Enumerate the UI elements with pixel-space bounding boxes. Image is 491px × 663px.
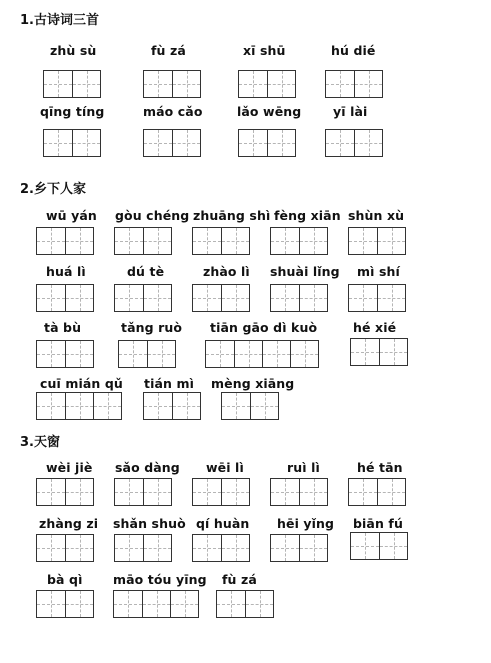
pinyin-label: tiān gāo dì kuò	[210, 320, 318, 335]
writing-cell[interactable]	[271, 535, 299, 561]
writing-grid[interactable]	[238, 129, 296, 157]
writing-cell[interactable]	[37, 285, 65, 311]
writing-grid[interactable]	[350, 338, 408, 366]
pinyin-label: wèi jiè	[46, 460, 93, 475]
writing-grid[interactable]	[36, 227, 94, 255]
writing-cell[interactable]	[262, 341, 290, 367]
writing-grid[interactable]	[143, 129, 201, 157]
writing-cell[interactable]	[349, 228, 377, 254]
writing-cell[interactable]	[72, 130, 100, 156]
writing-grid[interactable]	[270, 227, 328, 255]
writing-cell[interactable]	[222, 393, 250, 419]
writing-cell[interactable]	[379, 533, 407, 559]
writing-cell[interactable]	[377, 479, 405, 505]
writing-grid[interactable]	[192, 478, 250, 506]
writing-cell[interactable]	[193, 285, 221, 311]
writing-cell[interactable]	[37, 535, 65, 561]
writing-cell[interactable]	[144, 393, 172, 419]
writing-cell[interactable]	[65, 591, 93, 617]
pinyin-label: fù zá	[151, 43, 186, 58]
writing-cell[interactable]	[239, 71, 267, 97]
pinyin-label: qīng tíng	[40, 104, 105, 119]
writing-grid[interactable]	[270, 284, 328, 312]
writing-cell[interactable]	[221, 285, 249, 311]
writing-cell[interactable]	[351, 533, 379, 559]
writing-cell[interactable]	[115, 535, 143, 561]
writing-cell[interactable]	[351, 339, 379, 365]
writing-cell[interactable]	[193, 479, 221, 505]
writing-cell[interactable]	[115, 285, 143, 311]
writing-cell[interactable]	[377, 285, 405, 311]
pinyin-label: hé xié	[353, 320, 397, 335]
pinyin-label: zhù sù	[50, 43, 97, 58]
writing-cell[interactable]	[221, 479, 249, 505]
writing-grid[interactable]	[325, 70, 383, 98]
writing-cell[interactable]	[44, 130, 72, 156]
writing-cell[interactable]	[234, 341, 262, 367]
writing-cell[interactable]	[271, 479, 299, 505]
writing-grid[interactable]	[238, 70, 296, 98]
writing-grid[interactable]	[36, 340, 94, 368]
pinyin-label: mèng xiāng	[211, 376, 295, 391]
writing-cell[interactable]	[299, 535, 327, 561]
pinyin-label: ruì lì	[287, 460, 320, 475]
writing-grid[interactable]	[143, 392, 201, 420]
writing-cell[interactable]	[221, 228, 249, 254]
writing-cell[interactable]	[239, 130, 267, 156]
pinyin-label: fèng xiān	[274, 208, 341, 223]
pinyin-label: fù zá	[222, 572, 257, 587]
pinyin-label: tǎng ruò	[121, 320, 183, 335]
writing-cell[interactable]	[144, 71, 172, 97]
pinyin-label: mì shí	[357, 264, 400, 279]
writing-grid[interactable]	[348, 227, 406, 255]
writing-cell[interactable]	[245, 591, 273, 617]
writing-cell[interactable]	[115, 479, 143, 505]
writing-cell[interactable]	[271, 228, 299, 254]
writing-cell[interactable]	[377, 228, 405, 254]
writing-cell[interactable]	[172, 71, 200, 97]
writing-cell[interactable]	[349, 479, 377, 505]
writing-grid[interactable]	[216, 590, 274, 618]
pinyin-label: zhào lì	[203, 264, 250, 279]
writing-cell[interactable]	[119, 341, 147, 367]
pinyin-label: cuī mián qǔ	[40, 376, 123, 391]
writing-cell[interactable]	[72, 71, 100, 97]
writing-grid[interactable]	[43, 70, 101, 98]
writing-grid[interactable]	[43, 129, 101, 157]
writing-cell[interactable]	[37, 393, 65, 419]
writing-grid[interactable]	[36, 284, 94, 312]
writing-cell[interactable]	[65, 479, 93, 505]
writing-cell[interactable]	[114, 591, 142, 617]
writing-cell[interactable]	[170, 591, 198, 617]
writing-grid[interactable]	[143, 70, 201, 98]
writing-cell[interactable]	[37, 228, 65, 254]
writing-cell[interactable]	[290, 341, 318, 367]
writing-cell[interactable]	[65, 285, 93, 311]
writing-cell[interactable]	[65, 393, 93, 419]
writing-grid[interactable]	[36, 392, 122, 420]
writing-cell[interactable]	[193, 535, 221, 561]
writing-cell[interactable]	[326, 71, 354, 97]
writing-cell[interactable]	[267, 71, 295, 97]
writing-cell[interactable]	[267, 130, 295, 156]
pinyin-label: sǎo dàng	[115, 460, 180, 475]
writing-grid[interactable]	[325, 129, 383, 157]
writing-cell[interactable]	[143, 285, 171, 311]
pinyin-label: tián mì	[144, 376, 194, 391]
writing-grid[interactable]	[348, 284, 406, 312]
writing-cell[interactable]	[147, 341, 175, 367]
pinyin-label: wēi lì	[206, 460, 244, 475]
pinyin-label: zhàng zi	[39, 516, 99, 531]
writing-cell[interactable]	[354, 71, 382, 97]
pinyin-label: māo tóu yīng	[113, 572, 207, 587]
section-title-3: 3.天窗	[20, 435, 60, 450]
writing-cell[interactable]	[326, 130, 354, 156]
writing-grid[interactable]	[348, 478, 406, 506]
writing-cell[interactable]	[271, 285, 299, 311]
writing-cell[interactable]	[206, 341, 234, 367]
writing-grid[interactable]	[114, 284, 172, 312]
pinyin-label: shuài lǐng	[270, 264, 340, 279]
pinyin-label: bà qì	[47, 572, 83, 587]
writing-cell[interactable]	[172, 393, 200, 419]
pinyin-label: hēi yǐng	[277, 516, 335, 531]
pinyin-label: xī shū	[243, 43, 286, 58]
writing-grid[interactable]	[221, 392, 279, 420]
pinyin-label: dú tè	[127, 264, 165, 279]
writing-cell[interactable]	[115, 228, 143, 254]
writing-cell[interactable]	[142, 591, 170, 617]
writing-grid[interactable]	[192, 534, 250, 562]
pinyin-label: huá lì	[46, 264, 86, 279]
pinyin-label: zhuāng shì	[193, 208, 271, 223]
section-title-1: 1.古诗词三首	[20, 13, 99, 28]
writing-cell[interactable]	[143, 535, 171, 561]
writing-cell[interactable]	[354, 130, 382, 156]
writing-cell[interactable]	[44, 71, 72, 97]
writing-cell[interactable]	[37, 591, 65, 617]
writing-cell[interactable]	[143, 228, 171, 254]
pinyin-label: shùn xù	[348, 208, 405, 223]
writing-cell[interactable]	[37, 479, 65, 505]
writing-grid[interactable]	[36, 534, 94, 562]
writing-grid[interactable]	[114, 534, 172, 562]
writing-cell[interactable]	[65, 535, 93, 561]
writing-cell[interactable]	[93, 393, 121, 419]
pinyin-label: biān fú	[353, 516, 403, 531]
pinyin-label: shǎn shuò	[113, 516, 186, 531]
pinyin-label: máo cǎo	[143, 104, 203, 119]
writing-cell[interactable]	[144, 130, 172, 156]
writing-cell[interactable]	[299, 228, 327, 254]
pinyin-label: lǎo wēng	[237, 104, 302, 119]
writing-cell[interactable]	[221, 535, 249, 561]
writing-cell[interactable]	[299, 285, 327, 311]
pinyin-label: tà bù	[44, 320, 82, 335]
pinyin-label: qí huàn	[196, 516, 250, 531]
pinyin-label: hú dié	[331, 43, 376, 58]
writing-grid[interactable]	[114, 478, 172, 506]
writing-cell[interactable]	[143, 479, 171, 505]
pinyin-label: hé tān	[357, 460, 403, 475]
writing-cell[interactable]	[349, 285, 377, 311]
writing-grid[interactable]	[114, 227, 172, 255]
writing-grid[interactable]	[113, 590, 199, 618]
writing-cell[interactable]	[379, 339, 407, 365]
writing-cell[interactable]	[37, 341, 65, 367]
writing-cell[interactable]	[217, 591, 245, 617]
writing-grid[interactable]	[192, 284, 250, 312]
writing-grid[interactable]	[118, 340, 176, 368]
writing-grid[interactable]	[270, 534, 328, 562]
pinyin-label: yī lài	[333, 104, 368, 119]
writing-grid[interactable]	[205, 340, 319, 368]
pinyin-label: gòu chéng	[115, 208, 190, 223]
writing-cell[interactable]	[193, 228, 221, 254]
writing-cell[interactable]	[65, 228, 93, 254]
writing-grid[interactable]	[350, 532, 408, 560]
writing-cell[interactable]	[250, 393, 278, 419]
writing-grid[interactable]	[192, 227, 250, 255]
writing-grid[interactable]	[270, 478, 328, 506]
writing-grid[interactable]	[36, 478, 94, 506]
section-title-2: 2.乡下人家	[20, 182, 86, 197]
pinyin-label: wū yán	[46, 208, 97, 223]
writing-cell[interactable]	[172, 130, 200, 156]
writing-cell[interactable]	[65, 341, 93, 367]
writing-grid[interactable]	[36, 590, 94, 618]
writing-cell[interactable]	[299, 479, 327, 505]
